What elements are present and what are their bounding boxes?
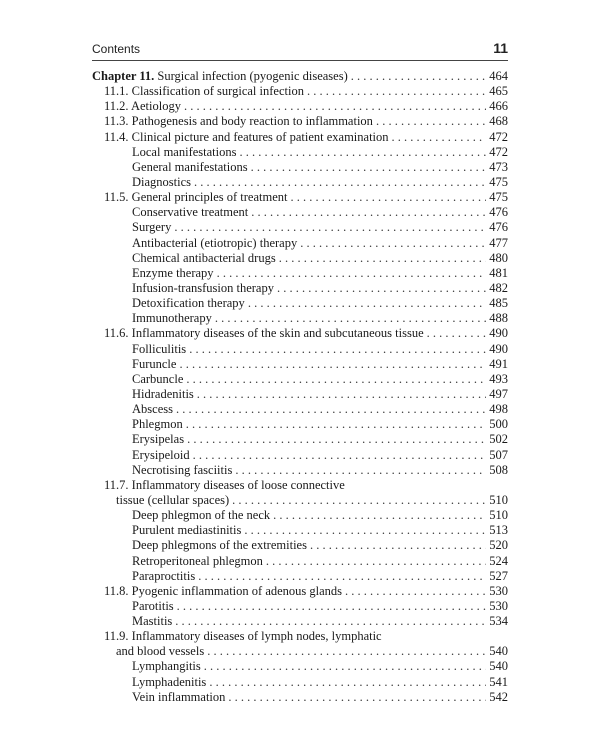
- dot-leader: [248, 296, 486, 311]
- entry-title: 11.7. Inflammatory diseases of loose connective: [104, 477, 345, 492]
- dot-leader: [174, 220, 486, 235]
- entry-title: 11.5. General principles of treatment: [104, 190, 288, 205]
- dot-leader: [232, 493, 486, 508]
- toc-subentry[interactable]: [92, 690, 508, 705]
- entry-page: 490: [489, 341, 508, 356]
- dot-leader: [179, 357, 486, 372]
- toc-subentry[interactable]: [92, 554, 508, 569]
- toc-subentry[interactable]: [92, 266, 508, 281]
- entry-title: Immunotherapy: [132, 311, 212, 326]
- dot-leader: [207, 644, 486, 659]
- entry-page: 480: [489, 250, 508, 265]
- entry-title: 11.3. Pathogenesis and body reaction to inflammation: [104, 114, 373, 129]
- dot-leader: [277, 281, 486, 296]
- table-of-contents: [92, 69, 508, 705]
- entry-page: 465: [489, 84, 508, 99]
- entry-page: 482: [489, 280, 508, 295]
- toc-chapter-entry[interactable]: [92, 69, 508, 84]
- dot-leader: [251, 205, 486, 220]
- toc-subentry[interactable]: [92, 538, 508, 553]
- entry-page: 485: [489, 296, 508, 311]
- toc-section-entry[interactable]: [92, 629, 508, 644]
- dot-leader: [266, 554, 486, 569]
- dot-leader: [184, 99, 486, 114]
- entry-page: 530: [489, 598, 508, 613]
- entry-page: 481: [489, 265, 508, 280]
- toc-subentry[interactable]: [92, 296, 508, 311]
- toc-subentry[interactable]: [92, 372, 508, 387]
- entry-title: Chemical antibacterial drugs: [132, 250, 276, 265]
- toc-subentry[interactable]: [92, 614, 508, 629]
- entry-page: 491: [489, 356, 508, 371]
- entry-title: Mastitis: [132, 614, 173, 629]
- toc-subentry[interactable]: [92, 205, 508, 220]
- dot-leader: [198, 569, 486, 584]
- toc-section-entry[interactable]: [92, 584, 508, 599]
- page-number: 11: [493, 40, 508, 56]
- dot-leader: [251, 160, 487, 175]
- entry-title: Carbuncle: [132, 371, 184, 386]
- entry-page: 475: [489, 174, 508, 189]
- toc-subentry[interactable]: [92, 448, 508, 463]
- entry-page: 477: [489, 235, 508, 250]
- entry-title: Local manifestations: [132, 144, 237, 159]
- entry-page: 527: [489, 568, 508, 583]
- toc-section-entry[interactable]: [92, 190, 508, 205]
- dot-leader: [186, 372, 486, 387]
- entry-page: 534: [489, 614, 508, 629]
- dot-leader: [193, 448, 487, 463]
- toc-subentry[interactable]: [92, 145, 508, 160]
- toc-subentry[interactable]: [92, 236, 508, 251]
- toc-subentry[interactable]: [92, 569, 508, 584]
- entry-title: Enzyme therapy: [132, 265, 214, 280]
- entry-title: Detoxification therapy: [132, 296, 245, 311]
- entry-title: and blood vessels: [116, 644, 205, 659]
- toc-subentry[interactable]: [92, 220, 508, 235]
- chapter-title: Surgical infection (pyogenic diseases): [157, 69, 348, 83]
- toc-subentry[interactable]: [92, 387, 508, 402]
- entry-page: 498: [489, 402, 508, 417]
- toc-subentry[interactable]: [92, 311, 508, 326]
- entry-title: Lymphadenitis: [132, 674, 207, 689]
- entry-page: 510: [489, 508, 508, 523]
- entry-page: 524: [489, 553, 508, 568]
- dot-leader: [194, 175, 486, 190]
- entry-title: 11.9. Inflammatory diseases of lymph nodes, lymphatic: [104, 629, 382, 644]
- entry-title: Infusion-transfusion therapy: [132, 280, 274, 295]
- entry-page: 508: [489, 462, 508, 477]
- entry-page: 500: [489, 417, 508, 432]
- dot-leader: [427, 326, 487, 341]
- toc-subentry[interactable]: [92, 417, 508, 432]
- entry-page: 475: [489, 190, 508, 205]
- entry-page: 507: [489, 447, 508, 462]
- dot-leader: [273, 508, 486, 523]
- toc-section-entry[interactable]: [92, 493, 508, 508]
- entry-page: 488: [489, 311, 508, 326]
- toc-subentry[interactable]: [92, 523, 508, 538]
- entry-title: 11.4. Clinical picture and features of patient examination: [104, 129, 389, 144]
- entry-page: 530: [489, 583, 508, 598]
- entry-page: 497: [489, 386, 508, 401]
- entry-title: 11.1. Classification of surgical infection: [104, 84, 304, 99]
- toc-subentry[interactable]: [92, 357, 508, 372]
- toc-subentry[interactable]: [92, 599, 508, 614]
- running-head: [92, 40, 508, 58]
- entry-page: 472: [489, 129, 508, 144]
- entry-title: Erysipelas: [132, 432, 185, 447]
- entry-page: 520: [489, 538, 508, 553]
- toc-subentry[interactable]: [92, 281, 508, 296]
- entry-title: Vein inflammation: [132, 689, 226, 704]
- dot-leader: [345, 584, 486, 599]
- toc-section-entry[interactable]: [92, 84, 508, 99]
- entry-page: 542: [489, 689, 508, 704]
- dot-leader: [239, 145, 486, 160]
- toc-subentry[interactable]: [92, 175, 508, 190]
- dot-leader: [187, 432, 486, 447]
- entry-title: Conservative treatment: [132, 205, 249, 220]
- dot-leader: [310, 538, 486, 553]
- entry-page: 513: [489, 523, 508, 538]
- dot-leader: [204, 659, 487, 674]
- entry-page: 510: [489, 492, 508, 507]
- dot-leader: [235, 463, 486, 478]
- dot-leader: [279, 251, 487, 266]
- dot-leader: [291, 190, 487, 205]
- entry-title: Necrotising fasciitis: [132, 462, 233, 477]
- entry-title: Deep phlegmons of the extremities: [132, 538, 307, 553]
- dot-leader: [215, 311, 486, 326]
- dot-leader: [176, 402, 486, 417]
- entry-page: 466: [489, 99, 508, 114]
- dot-leader: [197, 387, 486, 402]
- dot-leader: [376, 114, 486, 129]
- dot-leader: [189, 342, 486, 357]
- dot-leader: [175, 614, 486, 629]
- toc-section-entry[interactable]: [92, 114, 508, 129]
- entry-title: 11.8. Pyogenic inflammation of adenous glands: [104, 583, 343, 598]
- entry-title: Antibacterial (etiotropic) therapy: [132, 235, 298, 250]
- dot-leader: [186, 417, 487, 432]
- entry-title: Folliculitis: [132, 341, 187, 356]
- entry-title: 11.2. Aetiology: [104, 99, 181, 114]
- entry-title: Parotitis: [132, 598, 174, 613]
- dot-leader: [351, 69, 487, 84]
- running-head-title: Contents: [92, 42, 141, 56]
- dot-leader: [244, 523, 486, 538]
- entry-title: Hidradenitis: [132, 386, 194, 401]
- toc-subentry[interactable]: [92, 342, 508, 357]
- entry-page: 490: [489, 326, 508, 341]
- toc-section-entry[interactable]: [92, 644, 508, 659]
- header-rule: [92, 60, 508, 61]
- dot-leader: [209, 675, 486, 690]
- entry-title: Erysipeloid: [132, 447, 190, 462]
- chapter-page: 464: [489, 69, 508, 83]
- dot-leader: [228, 690, 486, 705]
- toc-subentry[interactable]: [92, 659, 508, 674]
- entry-title: Surgery: [132, 220, 172, 235]
- entry-title: Furuncle: [132, 356, 177, 371]
- dot-leader: [307, 84, 486, 99]
- entry-title: Paraproctitis: [132, 568, 196, 583]
- toc-subentry[interactable]: [92, 432, 508, 447]
- toc-subentry[interactable]: [92, 160, 508, 175]
- entry-page: 468: [489, 114, 508, 129]
- toc-subentry[interactable]: [92, 675, 508, 690]
- dot-leader: [177, 599, 487, 614]
- entry-page: 472: [489, 144, 508, 159]
- toc-section-entry[interactable]: [92, 99, 508, 114]
- entry-title: Abscess: [132, 402, 173, 417]
- entry-title: Deep phlegmon of the neck: [132, 508, 271, 523]
- chapter-label: Chapter 11.: [92, 69, 155, 83]
- entry-title: Phlegmon: [132, 417, 183, 432]
- entry-page: 541: [489, 674, 508, 689]
- toc-subentry[interactable]: [92, 508, 508, 523]
- toc-section-entry[interactable]: [92, 478, 508, 493]
- entry-page: 540: [489, 644, 508, 659]
- entry-page: 493: [489, 371, 508, 386]
- entry-page: 473: [489, 159, 508, 174]
- dot-leader: [300, 236, 486, 251]
- toc-section-entry[interactable]: [92, 130, 508, 145]
- dot-leader: [217, 266, 487, 281]
- entry-title: tissue (cellular spaces): [116, 492, 230, 507]
- entry-page: 540: [489, 659, 508, 674]
- entry-page: 476: [489, 220, 508, 235]
- entry-title: 11.6. Inflammatory diseases of the skin and subcutaneous tissue: [104, 326, 424, 341]
- toc-subentry[interactable]: [92, 463, 508, 478]
- entry-title: Purulent mediastinitis: [132, 523, 242, 538]
- dot-leader: [392, 130, 487, 145]
- entry-title: General manifestations: [132, 159, 248, 174]
- toc-subentry[interactable]: [92, 251, 508, 266]
- entry-title: Lymphangitis: [132, 659, 201, 674]
- toc-subentry[interactable]: [92, 402, 508, 417]
- entry-page: 502: [489, 432, 508, 447]
- toc-section-entry[interactable]: [92, 326, 508, 341]
- entry-title: Retroperitoneal phlegmon: [132, 553, 263, 568]
- entry-title: Diagnostics: [132, 174, 192, 189]
- entry-page: 476: [489, 205, 508, 220]
